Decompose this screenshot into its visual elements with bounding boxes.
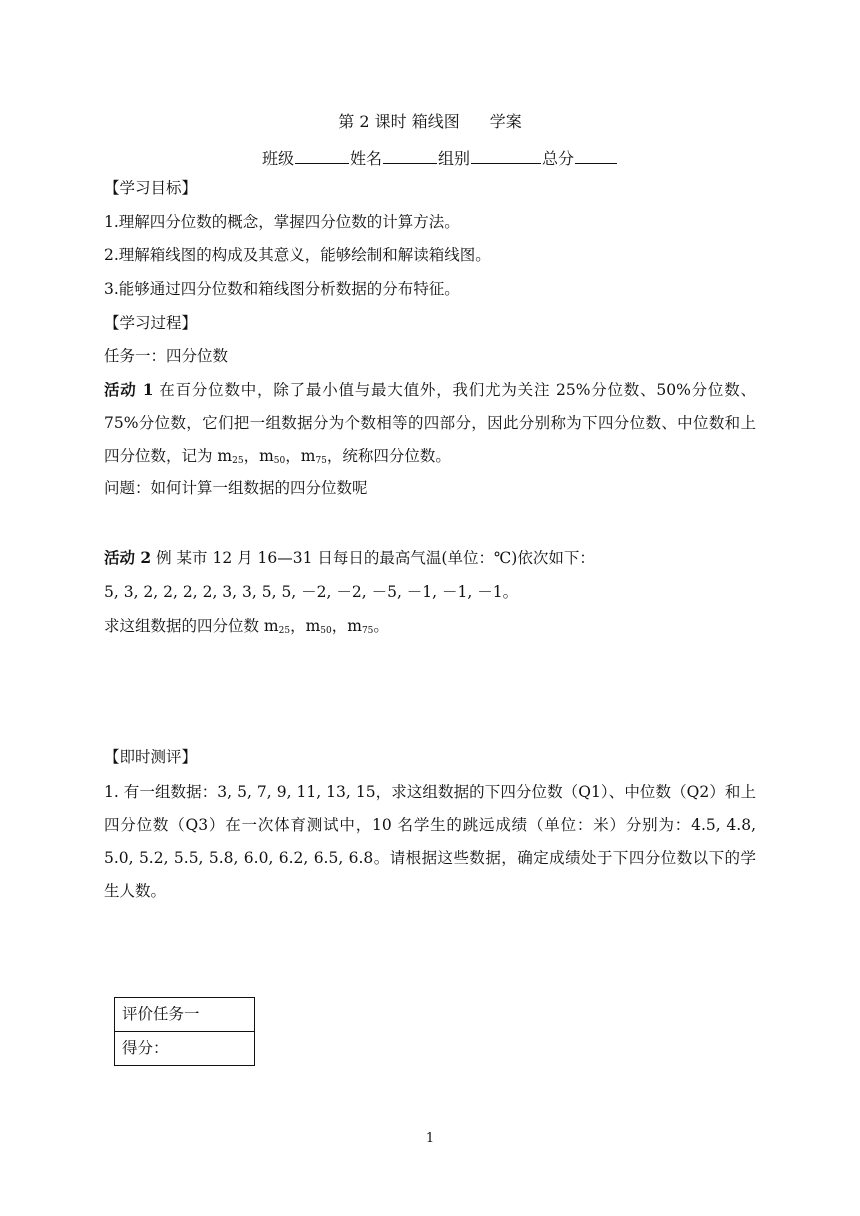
activity2-data: 5, 3, 2, 2, 2, 2, 3, 3, 5, 5, －2, －2, －5, －1, －1, －1。 — [104, 583, 519, 601]
question-text: 问题：如何计算一组数据的四分位数呢 — [104, 479, 368, 497]
activity1-text: 在百分位数中，除了最小值与最大值外，我们尤为关注 25%分位数、50%分位数、75%分位数，它们把一组数据分为个数相等的四部分，因此分别称为下四分位数、中位数和上四分位数，记为 m — [104, 381, 756, 465]
activity1-text: ，统称四分位数。 — [326, 447, 451, 465]
score-blank[interactable] — [575, 149, 617, 164]
objectives-heading: 【学习目标】 — [104, 179, 198, 197]
activity2-ask-text: 。 — [373, 617, 389, 635]
subscript-25: 25 — [278, 626, 291, 636]
activity2-label: 活动 2 — [104, 548, 152, 567]
activity1-text: ，m — [243, 447, 274, 465]
activity2-ask — [104, 616, 389, 641]
activity2-text: 例 某市 12 月 16—31 日每日的最高气温(单位：℃)依次如下： — [151, 549, 595, 567]
subscript-25: 25 — [232, 456, 244, 466]
group-label: 组别 — [438, 149, 471, 168]
activity1-label: 活动 1 — [104, 380, 154, 399]
name-blank[interactable] — [383, 149, 437, 164]
subscript-50: 50 — [320, 626, 332, 636]
activity2-ask-text: ，m — [331, 617, 362, 635]
assessment-item-1: 1. 有一组数据：3, 5, 7, 9, 11, 13, 15，求这组数据的下四分位数（Q1）、中位数（Q2）和上四分位数（Q3）在一次体育测试中，10 名学生的跳远成绩（单位：米）分别为：4.5, 4.8, 5.0, 5.2, 5.5, 5.8, 6.0, 6.2, 6.5, 6.8。请根据这些数据，确定成绩处于下四分位数以下的学生人数。 — [104, 783, 756, 900]
activity1-paragraph — [104, 373, 756, 478]
subscript-50: 50 — [273, 456, 286, 466]
activity2-ask-text: 求这组数据的四分位数 m — [104, 617, 279, 635]
group-blank[interactable] — [471, 149, 541, 164]
objective-item-3: 3.能够通过四分位数和箱线图分析数据的分布特征。 — [104, 280, 460, 298]
class-label: 班级 — [262, 149, 295, 168]
student-info-line — [262, 146, 618, 169]
activity1-text: ，m — [285, 447, 316, 465]
class-blank[interactable] — [295, 149, 349, 164]
evaluation-table — [114, 997, 255, 1066]
name-label: 姓名 — [350, 149, 383, 168]
page-title — [0, 109, 860, 132]
objective-item-2: 2.理解箱线图的构成及其意义，能够绘制和解读箱线图。 — [104, 246, 491, 264]
page-number: 1 — [425, 1131, 435, 1146]
eval-task-cell: 评价任务一 — [122, 1005, 200, 1023]
subscript-75: 75 — [361, 626, 374, 636]
title-suffix: 学案 — [489, 112, 522, 131]
activity2-intro — [104, 548, 595, 568]
objective-item-1: 1.理解四分位数的概念，掌握四分位数的计算方法。 — [104, 213, 460, 231]
score-cell[interactable]: 得分： — [115, 1031, 254, 1065]
task1-heading: 任务一：四分位数 — [104, 347, 229, 365]
assessment-heading: 【即时测评】 — [104, 748, 198, 766]
subscript-75: 75 — [315, 456, 327, 466]
activity2-ask-text: ，m — [290, 617, 321, 635]
score-label: 总分 — [542, 149, 575, 168]
title-main: 第 2 课时 箱线图 — [338, 112, 460, 131]
process-heading: 【学习过程】 — [104, 314, 198, 332]
